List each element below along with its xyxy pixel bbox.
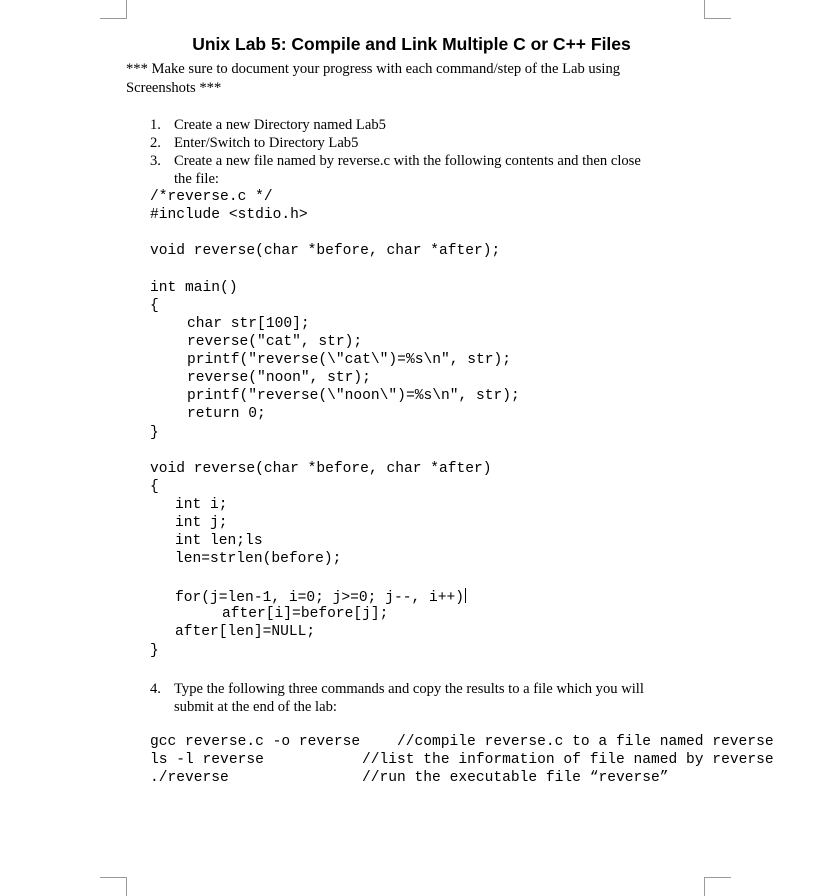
command-comment: //run the executable file “reverse” [362,770,669,786]
code-line: int main() [150,280,238,296]
step-text: Create a new Directory named Lab5 [174,117,386,133]
code-line: } [150,643,159,659]
code-line-with-cursor [175,588,466,606]
text-cursor [465,588,466,603]
step-number: 4. [150,681,161,697]
step-text-continued: the file: [174,171,219,187]
step-text: Type the following three commands and copy the results to a file which you will [174,681,644,697]
command-comment: //list the information of file named by reverse [362,752,774,768]
page-corner-mark [100,877,127,896]
code-line: /*reverse.c */ [150,189,273,205]
code-line: void reverse(char *before, char *after) [150,461,492,477]
code-line: { [150,479,159,495]
command-text: ls -l reverse [150,752,264,768]
code-line: after[len]=NULL; [175,624,316,640]
command-text: ./reverse [150,770,229,786]
code-line: after[i]=before[j]; [222,606,389,622]
code-line: void reverse(char *before, char *after); [150,243,501,259]
code-line: int j; [175,515,228,531]
code-line: len=strlen(before); [175,551,342,567]
step-text-continued: submit at the end of the lab: [174,699,337,715]
page-corner-mark [100,0,127,19]
code-line: return 0; [187,406,266,422]
code-line: } [150,425,159,441]
step-number: 2. [150,135,161,151]
code-line: int len;ls [175,533,263,549]
step-number: 3. [150,153,161,169]
code-line: #include <stdio.h> [150,207,308,223]
page-corner-mark [704,0,731,19]
note-line-2: Screenshots *** [126,80,222,96]
document-title: Unix Lab 5: Compile and Link Multiple C or C++ Files [192,34,631,54]
step-number: 1. [150,117,161,133]
command-comment: //compile reverse.c to a file named reverse [397,734,774,750]
code-line: { [150,298,159,314]
code-line: int i; [175,497,228,513]
code-line: printf("reverse(\"cat\")=%s\n", str); [187,352,512,368]
step-text: Create a new file named by reverse.c with the following contents and then close [174,153,641,169]
note-line-1: *** Make sure to document your progress with each command/step of the Lab using [126,61,621,77]
code-line: printf("reverse(\"noon\")=%s\n", str); [187,388,520,404]
code-line: for(j=len-1, i=0; j>=0; j--, i++) [175,590,465,606]
code-line: reverse("cat", str); [187,334,363,350]
code-line: reverse("noon", str); [187,370,371,386]
step-text: Enter/Switch to Directory Lab5 [174,135,359,151]
page-corner-mark [704,877,731,896]
command-text: gcc reverse.c -o reverse [150,734,361,750]
code-line: char str[100]; [187,316,310,332]
